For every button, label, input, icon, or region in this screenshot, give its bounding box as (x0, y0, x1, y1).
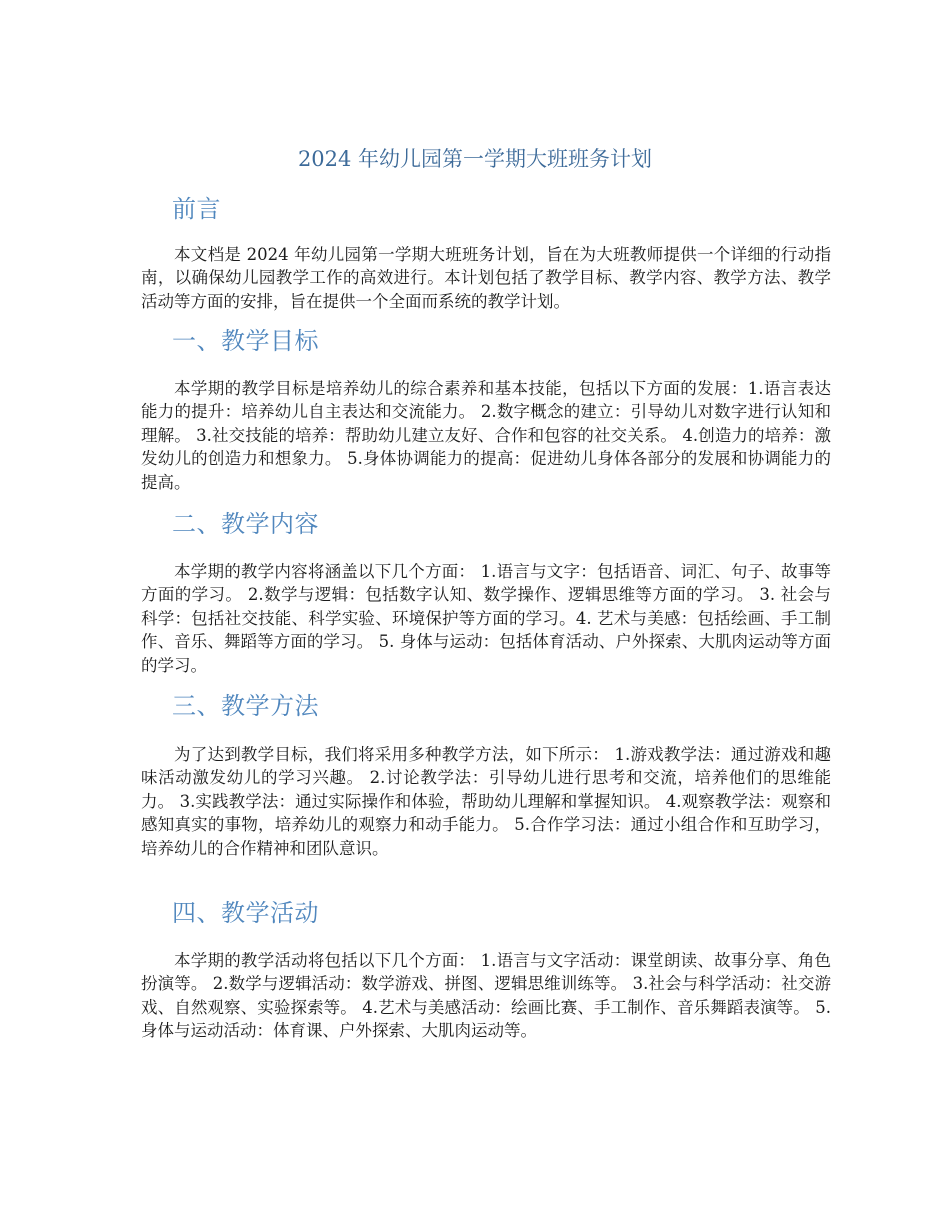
section-heading-teaching-goals: 一、教学目标 (172, 327, 319, 355)
section-body-teaching-methods: 为了达到教学目标，我们将采用多种教学方法，如下所示： 1.游戏教学法：通过游戏和趣味活动激发幼儿的学习兴趣。 2.讨论教学法：引导幼儿进行思考和交流，培养他们的思维能力。 3.实践教学法：通过实际操作和体验，帮助幼儿理解和掌握知识。 4.观察教学法：观察和感知真实的事物，培养幼儿的观察力和动手能力。 5.合作学习法：通过小组合作和互助学习，培养幼儿的合作精神和团队意识。 (141, 745, 831, 858)
section-heading-teaching-content: 二、教学内容 (172, 510, 319, 538)
document-title: 2024 年幼儿园第一学期大班班务计划 (297, 147, 653, 171)
section-heading-teaching-methods: 三、教学方法 (172, 692, 319, 720)
section-heading-teaching-activities: 四、教学活动 (172, 899, 319, 927)
section-body-teaching-activities: 本学期的教学活动将包括以下几个方面： 1.语言与文字活动：课堂朗读、故事分享、角色扮演等。 2.数学与逻辑活动：数学游戏、拼图、逻辑思维训练等。 3.社会与科学活动：社交游戏、自然观察、实验探索等。 4.艺术与美感活动：绘画比赛、手工制作、音乐舞蹈表演等。 5.身体与运动活动：体育课、户外探索、大肌肉运动等。 (141, 951, 831, 1041)
section-heading-preface: 前言 (172, 195, 221, 223)
section-body-teaching-goals: 本学期的教学目标是培养幼儿的综合素养和基本技能，包括以下方面的发展：1.语言表达能力的提升：培养幼儿自主表达和交流能力。 2.数字概念的建立：引导幼儿对数字进行认知和理解。 3.社交技能的培养：帮助幼儿建立友好、合作和包容的社交关系。 4.创造力的培养：激发幼儿的创造力和想象力。 5.身体协调能力的提高：促进幼儿身体各部分的发展和协调能力的提高。 (141, 379, 831, 492)
section-body-teaching-content: 本学期的教学内容将涵盖以下几个方面： 1.语言与文字：包括语音、词汇、句子、故事等方面的学习。 2.数学与逻辑：包括数字认知、数学操作、逻辑思维等方面的学习。 3. 社会与科学：包括社交技能、科学实验、环境保护等方面的学习。4. 艺术与美感：包括绘画、手工制作、音乐、舞蹈等方面的学习。 5. 身体与运动：包括体育活动、户外探索、大肌肉运动等方面的学习。 (141, 562, 831, 675)
section-body-preface: 本文档是 2024 年幼儿园第一学期大班班务计划，旨在为大班教师提供一个详细的行动指南，以确保幼儿园教学工作的高效进行。本计划包括了教学目标、教学内容、教学方法、教学活动等方面的安排，旨在提供一个全面而系统的教学计划。 (141, 245, 831, 311)
